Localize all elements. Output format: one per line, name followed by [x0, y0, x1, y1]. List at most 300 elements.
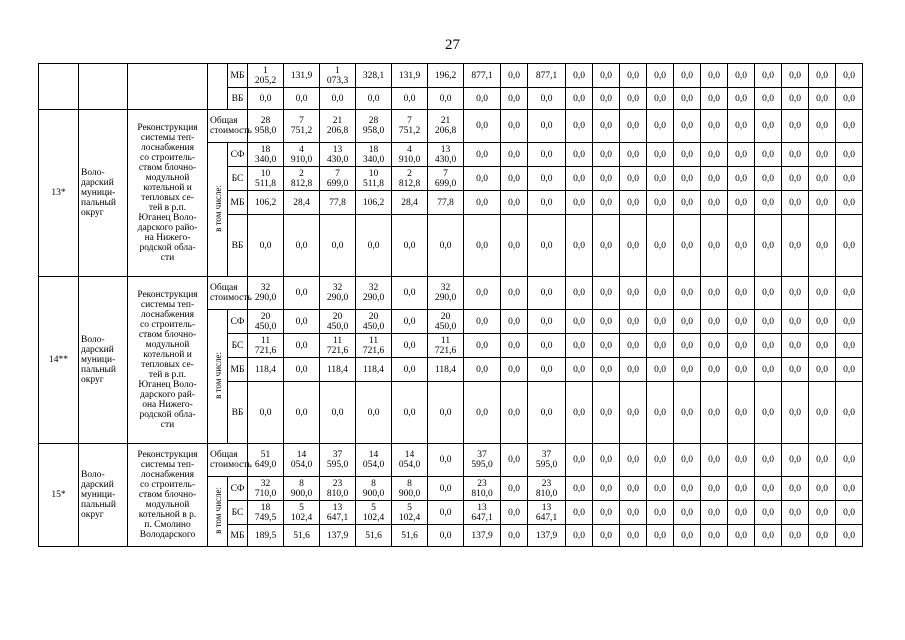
value-cell: [320, 215, 356, 277]
value-text: 0,0: [295, 288, 308, 298]
total-label: [208, 110, 252, 143]
value-cell: [674, 215, 701, 277]
value-cell: [356, 191, 392, 215]
value-cell: [428, 382, 464, 444]
value-cell: [566, 143, 593, 167]
value-cell: [701, 64, 728, 88]
value-text: 647,1: [471, 512, 493, 523]
value-cell: [566, 444, 593, 477]
funding-code: ВБ: [228, 215, 248, 277]
value-text: 0,0: [600, 530, 612, 541]
value-cell: [428, 110, 464, 143]
value-text: 0,0: [540, 197, 553, 208]
value-cell: [593, 334, 620, 358]
value-cell: [755, 143, 782, 167]
value-text: 749,5: [254, 512, 277, 523]
value-cell: [356, 143, 392, 167]
value-cell: [620, 382, 647, 444]
text-line: тей в р.п.: [148, 203, 187, 213]
value-cell: [528, 191, 566, 215]
value-cell: [428, 88, 464, 110]
value-cell: [428, 277, 464, 310]
value-text: 205,2: [254, 75, 277, 86]
value-text: 0,0: [843, 407, 855, 418]
value-text: 0,0: [789, 121, 801, 131]
value-cell: [647, 477, 674, 501]
value-text: 699,0: [326, 178, 349, 189]
value-text: 8: [407, 478, 412, 489]
in-total-label: [208, 477, 228, 547]
value-text: 0,0: [439, 240, 452, 251]
value-cell: [392, 191, 428, 215]
value-cell: [320, 110, 356, 143]
value-cell: [428, 358, 464, 382]
text-line: дарский: [81, 345, 114, 355]
value-text: 0,0: [600, 455, 612, 465]
value-cell: [501, 167, 528, 191]
value-cell: [284, 477, 320, 501]
text-line: ством блочно-: [138, 490, 197, 500]
value-text: 51: [260, 450, 271, 460]
value-cell: [809, 88, 836, 110]
value-text: 32: [368, 283, 379, 293]
value-cell: [674, 477, 701, 501]
value-cell: [428, 525, 464, 547]
value-cell: [728, 167, 755, 191]
value-text: 328,1: [362, 70, 385, 81]
value-text: 0,0: [540, 364, 553, 375]
value-text: 721,6: [434, 345, 457, 356]
value-text: 0,0: [681, 173, 693, 184]
text-line: ством блочно-: [138, 163, 197, 173]
value-cell: [647, 310, 674, 334]
text-line: модульной: [145, 173, 190, 183]
value-cell: [356, 525, 392, 547]
value-text: 0,0: [600, 288, 612, 298]
value-cell: [356, 310, 392, 334]
value-cell: [284, 358, 320, 382]
in-total-text: в том числе:: [212, 351, 223, 399]
value-text: 0,0: [295, 93, 308, 104]
value-text: 0,0: [295, 240, 308, 251]
value-text: 0,0: [573, 93, 585, 104]
value-cell: [428, 191, 464, 215]
value-text: 0,0: [843, 507, 855, 518]
value-cell: [566, 64, 593, 88]
value-text: 0,0: [708, 455, 720, 465]
entry-number: 13*: [39, 110, 79, 277]
value-text: 0,0: [508, 507, 520, 518]
value-cell: [566, 110, 593, 143]
value-text: 0,0: [735, 197, 747, 208]
value-text: 118,4: [254, 364, 277, 375]
value-text: 20: [440, 311, 451, 322]
value-cell: [782, 444, 809, 477]
text-line: округ: [81, 510, 104, 520]
value-text: 0,0: [439, 507, 452, 518]
value-cell: [728, 334, 755, 358]
value-cell: [809, 310, 836, 334]
value-text: 14: [404, 450, 415, 460]
value-text: 0,0: [403, 93, 416, 104]
value-text: 0,0: [789, 340, 801, 351]
value-text: 0,0: [403, 407, 416, 418]
value-text: 13: [541, 502, 552, 513]
text-line: родской обла-: [139, 243, 196, 253]
value-text: 0,0: [508, 455, 520, 465]
value-text: 0,0: [331, 240, 344, 251]
value-text: 810,0: [535, 488, 558, 499]
value-text: 0,0: [627, 149, 639, 160]
entry-number: 15*: [39, 444, 79, 547]
value-text: 0,0: [735, 364, 747, 375]
value-text: 0,0: [627, 316, 639, 327]
text-line: Володарского: [139, 530, 196, 540]
value-cell: [755, 501, 782, 525]
value-cell: [647, 444, 674, 477]
value-cell: [701, 477, 728, 501]
value-text: 13: [332, 502, 343, 513]
value-cell: [501, 444, 528, 477]
value-cell: [620, 477, 647, 501]
value-text: 0,0: [762, 340, 774, 351]
value-cell: [528, 382, 566, 444]
value-text: 37: [477, 450, 487, 460]
value-cell: [464, 143, 501, 167]
value-text: 647,1: [535, 512, 558, 523]
value-text: 0,0: [573, 240, 585, 251]
value-text: 10: [368, 168, 379, 179]
funding-code: ВБ: [228, 88, 248, 110]
value-text: 0,0: [627, 197, 639, 208]
in-total-text: в том числе:: [212, 184, 223, 232]
value-text: 13: [477, 502, 487, 513]
value-text: 0,0: [367, 93, 380, 104]
value-text: 102,4: [362, 512, 385, 523]
value-cell: [701, 501, 728, 525]
value-text: 0,0: [708, 483, 720, 494]
value-text: 290,0: [362, 293, 385, 303]
value-cell: [728, 277, 755, 310]
value-cell: [728, 143, 755, 167]
value-text: 0,0: [600, 340, 612, 351]
value-cell: [620, 334, 647, 358]
value-cell: [428, 215, 464, 277]
value-text: 189,5: [254, 530, 277, 541]
value-cell: [248, 525, 284, 547]
value-text: 0,0: [573, 70, 585, 81]
value-text: 0,0: [762, 455, 774, 465]
value-text: 699,0: [434, 178, 457, 189]
empty-cell: [79, 64, 128, 110]
value-text: 0,0: [627, 240, 639, 251]
value-text: 137,9: [471, 530, 493, 541]
text-line: пальный: [81, 365, 117, 375]
value-text: 0,0: [627, 407, 639, 418]
value-text: 0,0: [681, 70, 693, 81]
value-cell: [809, 110, 836, 143]
value-cell: [501, 110, 528, 143]
value-cell: [674, 525, 701, 547]
value-text: 0,0: [508, 530, 520, 541]
value-cell: [593, 444, 620, 477]
value-cell: [647, 501, 674, 525]
value-text: 0,0: [573, 197, 585, 208]
value-cell: [620, 143, 647, 167]
value-cell: [836, 277, 863, 310]
value-cell: [782, 310, 809, 334]
value-cell: [428, 334, 464, 358]
value-cell: [464, 310, 501, 334]
value-text: 0,0: [681, 149, 693, 160]
text-line: модульной: [145, 500, 190, 510]
funding-code: БС: [228, 167, 248, 191]
value-cell: [647, 334, 674, 358]
value-cell: [528, 88, 566, 110]
value-text: 0,0: [367, 407, 380, 418]
value-text: 0,0: [762, 149, 774, 160]
value-cell: [284, 525, 320, 547]
text-line: тепловых се-: [141, 193, 194, 203]
value-text: 0,0: [789, 507, 801, 518]
value-cell: [620, 444, 647, 477]
value-text: 0,0: [762, 70, 774, 81]
value-cell: [320, 525, 356, 547]
value-cell: [392, 110, 428, 143]
value-text: 77,8: [437, 197, 454, 208]
value-cell: [728, 525, 755, 547]
value-cell: [284, 277, 320, 310]
value-cell: [392, 143, 428, 167]
value-text: 900,0: [398, 488, 421, 499]
value-cell: [528, 167, 566, 191]
value-text: 910,0: [398, 154, 421, 165]
value-text: 28,4: [293, 197, 310, 208]
value-text: 0,0: [654, 197, 666, 208]
page-number: 27: [445, 37, 460, 53]
value-text: 20: [332, 311, 343, 322]
value-cell: [248, 477, 284, 501]
value-text: 0,0: [816, 93, 828, 104]
value-text: 0,0: [627, 507, 639, 518]
value-text: 0,0: [681, 407, 693, 418]
text-line: системы теп-: [140, 300, 195, 310]
value-text: 0,0: [735, 149, 747, 160]
value-cell: [566, 382, 593, 444]
value-text: 7: [443, 168, 448, 179]
value-cell: [320, 477, 356, 501]
value-text: 0,0: [573, 316, 585, 327]
value-cell: [284, 167, 320, 191]
value-cell: [782, 64, 809, 88]
value-text: 0,0: [259, 240, 272, 251]
value-cell: [528, 501, 566, 525]
value-text: 0,0: [789, 93, 801, 104]
value-text: 0,0: [654, 240, 666, 251]
value-text: 0,0: [403, 316, 416, 327]
value-text: 0,0: [508, 288, 520, 298]
value-cell: [392, 382, 428, 444]
value-text: 5: [371, 502, 376, 513]
value-cell: [464, 525, 501, 547]
value-cell: [356, 88, 392, 110]
text-line: Воло-: [81, 335, 105, 345]
value-cell: [836, 501, 863, 525]
value-text: 0,0: [816, 407, 828, 418]
value-cell: [809, 64, 836, 88]
value-cell: [501, 358, 528, 382]
value-cell: [782, 334, 809, 358]
value-text: 106,2: [254, 197, 277, 208]
value-text: 2: [299, 168, 304, 179]
value-cell: [501, 477, 528, 501]
value-cell: [836, 191, 863, 215]
value-text: 0,0: [508, 364, 520, 375]
value-cell: [674, 382, 701, 444]
value-cell: [528, 110, 566, 143]
value-cell: [248, 444, 284, 477]
value-text: 0,0: [762, 93, 774, 104]
value-cell: [320, 191, 356, 215]
value-cell: [701, 382, 728, 444]
text-line: дарский: [81, 178, 114, 188]
value-text: 0,0: [600, 149, 612, 160]
value-text: 1: [335, 65, 340, 76]
value-text: 0,0: [573, 530, 585, 541]
value-text: 0,0: [735, 240, 747, 251]
text-line: лоснабжения: [140, 143, 195, 153]
value-cell: [701, 215, 728, 277]
value-text: 0,0: [476, 340, 488, 351]
value-text: 13: [332, 144, 343, 155]
funding-code: МБ: [228, 64, 248, 88]
value-text: 13: [440, 144, 451, 155]
value-text: 118,4: [362, 364, 385, 375]
text-line: модульной: [145, 340, 190, 350]
value-text: 0,0: [295, 340, 308, 351]
value-cell: [836, 310, 863, 334]
value-text: 0,0: [816, 70, 828, 81]
value-cell: [501, 501, 528, 525]
value-cell: [593, 277, 620, 310]
value-cell: [782, 167, 809, 191]
value-text: 0,0: [508, 316, 520, 327]
value-text: 710,0: [254, 488, 277, 499]
value-cell: [566, 501, 593, 525]
value-text: 0,0: [843, 121, 855, 131]
value-text: 0,0: [708, 364, 720, 375]
text-line: сти: [160, 253, 175, 263]
value-text: 812,8: [398, 178, 421, 189]
value-text: 7: [335, 168, 340, 179]
value-cell: [464, 191, 501, 215]
value-cell: [782, 191, 809, 215]
funding-code: СФ: [228, 310, 248, 334]
value-cell: [809, 525, 836, 547]
value-cell: [320, 444, 356, 477]
value-cell: [428, 310, 464, 334]
value-text: 0,0: [627, 483, 639, 494]
value-cell: [356, 64, 392, 88]
value-text: 0,0: [762, 240, 774, 251]
value-text: 0,0: [681, 240, 693, 251]
text-line: со строитель-: [139, 320, 195, 330]
value-cell: [647, 525, 674, 547]
value-text: 32: [440, 283, 451, 293]
value-text: 37: [541, 450, 552, 460]
value-cell: [701, 310, 728, 334]
value-cell: [674, 277, 701, 310]
value-text: 0,0: [762, 316, 774, 327]
value-text: 0,0: [789, 70, 801, 81]
funding-code: МБ: [228, 191, 248, 215]
value-cell: [464, 167, 501, 191]
table-row: [39, 444, 863, 477]
funding-code: МБ: [228, 525, 248, 547]
value-cell: [356, 444, 392, 477]
value-cell: [528, 64, 566, 88]
value-cell: [320, 143, 356, 167]
value-text: 0,0: [843, 288, 855, 298]
value-text: 0,0: [654, 483, 666, 494]
value-cell: [248, 277, 284, 310]
value-text: 0,0: [654, 70, 666, 81]
value-cell: [674, 444, 701, 477]
value-text: 0,0: [816, 121, 828, 131]
value-text: 0,0: [681, 507, 693, 518]
value-text: 0,0: [476, 173, 488, 184]
value-cell: [566, 277, 593, 310]
text-line: родской обла-: [139, 410, 196, 420]
value-cell: [464, 358, 501, 382]
value-cell: [392, 64, 428, 88]
text-line: системы теп-: [140, 133, 195, 143]
value-cell: [501, 310, 528, 334]
empty-cell: [208, 64, 228, 110]
value-cell: [392, 444, 428, 477]
value-cell: [356, 477, 392, 501]
value-cell: [620, 277, 647, 310]
value-text: 102,4: [290, 512, 313, 523]
value-cell: [809, 501, 836, 525]
value-text: 137,9: [326, 530, 349, 541]
empty-cell: [39, 64, 79, 110]
value-text: 751,2: [290, 126, 313, 136]
value-text: 0,0: [708, 93, 720, 104]
value-text: 0,0: [654, 340, 666, 351]
value-cell: [728, 358, 755, 382]
value-cell: [248, 334, 284, 358]
text-line: пальный: [81, 198, 117, 208]
value-cell: [620, 525, 647, 547]
value-cell: [320, 358, 356, 382]
value-cell: [701, 191, 728, 215]
value-text: 0,0: [816, 173, 828, 184]
value-cell: [528, 444, 566, 477]
value-text: 0,0: [843, 197, 855, 208]
text-line: дарского райо-: [137, 223, 198, 233]
value-text: 450,0: [254, 321, 277, 332]
value-cell: [392, 310, 428, 334]
text-line: она Нижего-: [142, 400, 193, 410]
value-cell: [428, 167, 464, 191]
value-cell: [836, 64, 863, 88]
value-text: 7: [407, 116, 412, 126]
value-text: 37: [332, 450, 343, 460]
value-text: 0,0: [816, 197, 828, 208]
value-text: 810,0: [326, 488, 349, 499]
value-text: 0,0: [681, 121, 693, 131]
